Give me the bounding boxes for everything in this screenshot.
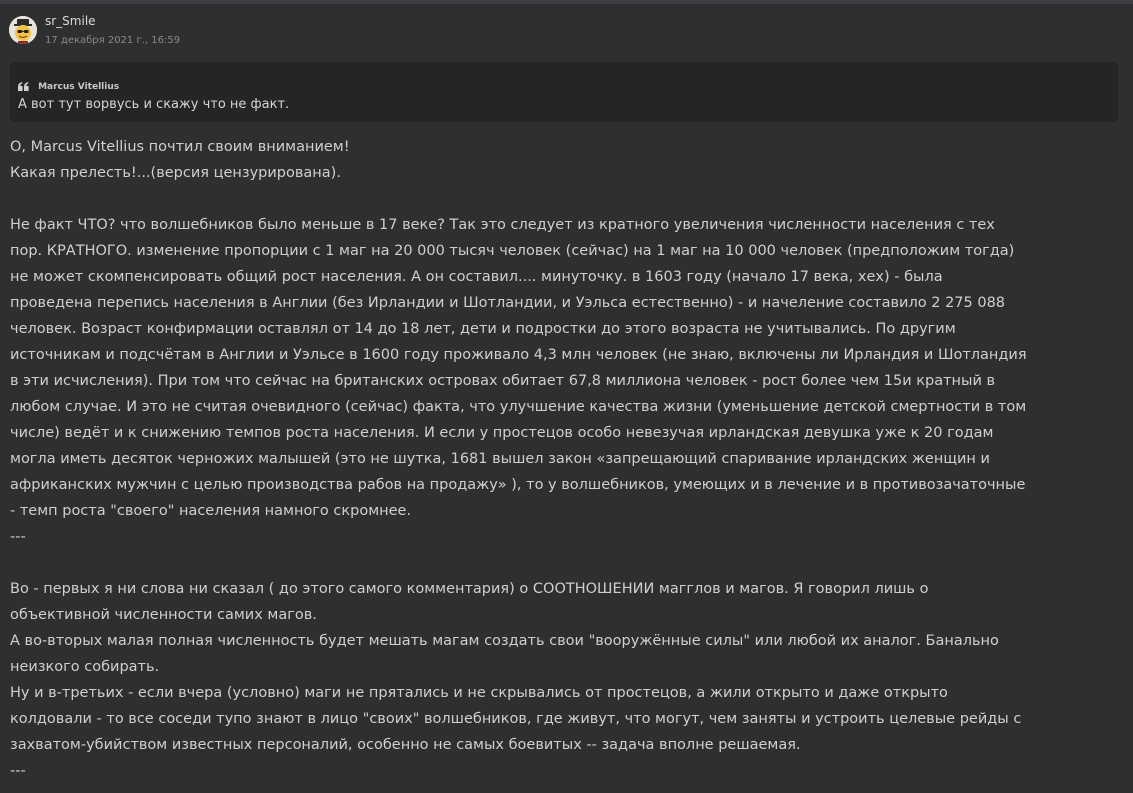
post-body <box>10 134 1125 784</box>
quote-author[interactable]: Marcus Vitellius <box>38 81 120 92</box>
paragraph-spacer <box>10 550 1125 576</box>
post-date[interactable]: 17 декабря 2021 г., 16:59 <box>45 35 181 46</box>
quote-icon <box>18 82 29 91</box>
quote-header <box>18 76 119 90</box>
quote-block <box>10 62 1118 122</box>
post-author[interactable]: sr_Smile <box>45 14 96 28</box>
paragraph-greeting: О, Marcus Vitellius почтил своим вниманием! Какая прелесть!...(версия цензурирована). <box>10 139 350 181</box>
paragraph-spacer <box>10 186 1125 212</box>
paragraph-argument: Не факт ЧТО? что волшебников было меньше в 17 веке? Так это следует из кратного увеличения численности населения с тех пор. КРАТНОГО. изменение пропорции с 1 маг на 20 000 тысяч человек (сейчас) на 1 маг на 10 000 человек (предположим тогда) не может скомпенсировать общий рост населения. А он составил.... минуточку. в 1603 году (начало 17 века, хех) - была проведена перепись населения в Англии (без Ирландии и Шотландии, и Уэльса естественно) - и начеление составило 2 275 088 человек. Возраст конфирмации оставлял от 14 до 18 лет, дети и подростки до этого возраста не учитывались. По другим источникам и подсчётам в Англии и Уэльсе в 1600 году проживало 4,3 млн человек (не знаю, включены ли Ирландия и Шотландия в эти исчисления). При том что сейчас на британских островах обитает 67,8 миллиона человек - рост более чем 15и кратный в любом случае. И это не считая очевидного (сейчас) факта, что улучшение качества жизни (уменьшение детской смертности в том числе) ведёт и к снижению темпов роста населения. И если у простецов особо невезучая ирландская девушка уже к 20 годам могла иметь десяток черножих малышей (это не шутка, 1681 вышел закон «запрещающий спаривание ирландских женщин и африканских мужчин с целью производства рабов на продажу» ), то у волшебников, умеющих и в лечение и в противозачаточные - темп роста "своего" населения намного скромнее. --- <box>10 217 1027 545</box>
paragraph-points: Во - первых я ни слова ни сказал ( до этого самого комментария) о СООТНОШЕНИИ магглов и магов. Я говорил лишь о объективной численности самих магов. А во-вторых малая полная численность будет мешать магам создать свои "вооружённые силы" или любой их аналог. Банально неизкого собирать. Ну и в-третьих - если вчера (условно) маги не прятались и не скрывались от простецов, а жили открыто и даже открыто колдовали - то все соседи тупо знают в лицо "своих" волшебников, где живут, что могут, чем заняты и устроить целевые рейды с захватом-убийством известных персоналий, особенно не самых боевитых -- задача вполне решаемая. --- <box>10 581 1022 779</box>
smiley-avatar-icon <box>9 16 37 44</box>
quote-text: А вот тут ворвусь и скажу что не факт. <box>18 97 290 112</box>
avatar[interactable] <box>9 16 37 44</box>
